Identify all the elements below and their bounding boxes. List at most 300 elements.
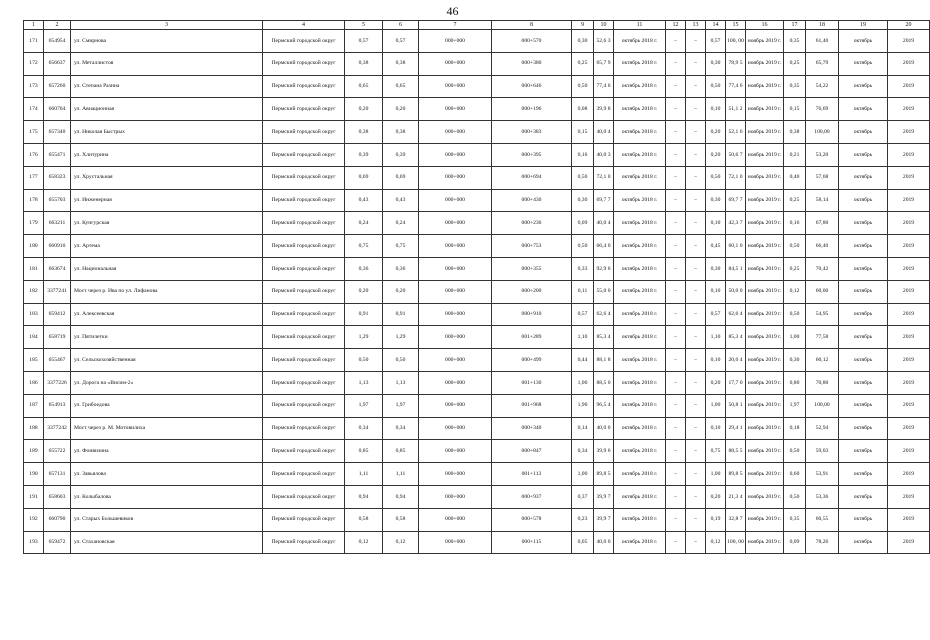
road-name-cell: ул. Смирнова <box>71 30 263 53</box>
table-cell: 61,40 <box>806 30 839 53</box>
table-cell: 654954 <box>44 30 71 53</box>
table-cell: октябрь 2018 г. <box>614 189 666 212</box>
table-cell: 69,7 7 <box>726 189 746 212</box>
table-cell: 66,4 0 <box>594 235 614 258</box>
table-cell: – <box>686 531 706 554</box>
road-name-cell: ул. Дорога на «Висим-2» <box>71 371 263 394</box>
table-cell: 0,21 <box>784 143 806 166</box>
district-cell: Пермский городской округ <box>263 371 345 394</box>
table-cell: октябрь <box>839 121 888 144</box>
column-number-cell: 12 <box>666 21 686 30</box>
table-cell: 2019 <box>888 212 930 235</box>
district-cell: Пермский городской округ <box>263 30 345 53</box>
table-cell: 001+113 <box>492 463 572 486</box>
table-cell: 3377241 <box>44 280 71 303</box>
table-row <box>24 280 930 303</box>
table-cell: 0,75 <box>706 440 726 463</box>
table-cell: 187 <box>24 394 44 417</box>
table-cell: ноябрь 2019 г. <box>746 52 784 75</box>
table-cell: – <box>686 280 706 303</box>
table-row <box>24 75 930 98</box>
table-cell: 0,39 <box>383 143 419 166</box>
table-cell: 1,00 <box>784 326 806 349</box>
table-cell: 0,30 <box>784 349 806 372</box>
table-cell: 0,50 <box>572 75 594 98</box>
table-cell: 0,40 <box>784 166 806 189</box>
table-cell: 180 <box>24 235 44 258</box>
table-cell: 2019 <box>888 235 930 258</box>
road-name-cell: ул. Стахановская <box>71 531 263 554</box>
table-cell: 0,16 <box>784 212 806 235</box>
table-cell: 2019 <box>888 463 930 486</box>
table-cell: ноябрь 2019 г. <box>746 280 784 303</box>
table-cell: 0,36 <box>383 257 419 280</box>
table-cell: – <box>666 280 686 303</box>
table-cell: 184 <box>24 326 44 349</box>
table-cell: ноябрь 2019 г. <box>746 508 784 531</box>
table-cell: 189 <box>24 440 44 463</box>
table-cell: октябрь <box>839 166 888 189</box>
table-cell: 2019 <box>888 417 930 440</box>
table-cell: – <box>666 75 686 98</box>
table-row <box>24 257 930 280</box>
table-cell: 000+000 <box>419 349 492 372</box>
table-cell: 3377226 <box>44 371 71 394</box>
road-name-cell: Мост через р. М. Мотовилиха <box>71 417 263 440</box>
table-row <box>24 417 930 440</box>
table-cell: октябрь 2018 г. <box>614 235 666 258</box>
table-cell: – <box>686 30 706 53</box>
table-cell: 0,85 <box>345 440 383 463</box>
table-cell: 76,69 <box>806 98 839 121</box>
table-cell: 52,6 3 <box>594 30 614 53</box>
table-cell: – <box>686 235 706 258</box>
table-cell: 0,08 <box>572 98 594 121</box>
table-cell: 0,85 <box>383 440 419 463</box>
table-cell: 60,1 0 <box>726 235 746 258</box>
table-cell: 183 <box>24 303 44 326</box>
table-cell: – <box>686 75 706 98</box>
table-cell: 0,25 <box>784 189 806 212</box>
column-number-cell: 11 <box>614 21 666 30</box>
table-cell: – <box>686 212 706 235</box>
table-cell: октябрь <box>839 508 888 531</box>
table-cell: 0,57 <box>383 30 419 53</box>
table-cell: 659472 <box>44 531 71 554</box>
table-cell: 000+383 <box>492 121 572 144</box>
district-cell: Пермский городской округ <box>263 143 345 166</box>
table-cell: 72,1 0 <box>594 166 614 189</box>
table-cell: – <box>666 531 686 554</box>
table-cell: 1,97 <box>345 394 383 417</box>
table-cell: октябрь 2018 г. <box>614 349 666 372</box>
table-cell: – <box>686 485 706 508</box>
road-name-cell: ул. Колыбалова <box>71 485 263 508</box>
table-cell: 52,94 <box>806 417 839 440</box>
table-cell: – <box>666 371 686 394</box>
table-cell: 000+910 <box>492 303 572 326</box>
table-cell: октябрь <box>839 52 888 75</box>
table-cell: 51,1 2 <box>726 98 746 121</box>
table-cell: 59,03 <box>806 440 839 463</box>
table-row <box>24 98 930 121</box>
table-cell: 001+289 <box>492 326 572 349</box>
table-cell: 0,25 <box>784 257 806 280</box>
road-name-cell: ул. Хлитурина <box>71 143 263 166</box>
table-cell: 0,09 <box>784 531 806 554</box>
table-cell: 0,23 <box>572 508 594 531</box>
table-cell: 0,35 <box>784 508 806 531</box>
table-cell: октябрь <box>839 371 888 394</box>
table-cell: октябрь <box>839 143 888 166</box>
table-cell: – <box>666 349 686 372</box>
table-cell: 3377242 <box>44 417 71 440</box>
table-cell: 0,16 <box>572 143 594 166</box>
table-cell: 60,00 <box>806 280 839 303</box>
table-cell: – <box>686 440 706 463</box>
table-cell: октябрь 2018 г. <box>614 52 666 75</box>
table-cell: ноябрь 2019 г. <box>746 463 784 486</box>
table-cell: 0,50 <box>784 440 806 463</box>
table-cell: – <box>686 121 706 144</box>
table-cell: 57,68 <box>806 166 839 189</box>
table-cell: – <box>666 52 686 75</box>
table-cell: – <box>686 326 706 349</box>
table-cell: октябрь <box>839 326 888 349</box>
table-cell: 0,50 <box>784 485 806 508</box>
table-cell: 78,26 <box>806 531 839 554</box>
column-number-cell: 19 <box>839 21 888 30</box>
table-cell: 2019 <box>888 394 930 417</box>
table-cell: 0,20 <box>706 121 726 144</box>
table-cell: 0,94 <box>383 485 419 508</box>
table-row <box>24 440 930 463</box>
column-number-cell: 16 <box>746 21 784 30</box>
column-number-cell: 2 <box>44 21 71 30</box>
table-cell: октябрь 2018 г. <box>614 75 666 98</box>
table-cell: – <box>666 508 686 531</box>
table-cell: 655467 <box>44 349 71 372</box>
table-cell: октябрь <box>839 531 888 554</box>
table-cell: октябрь 2018 г. <box>614 485 666 508</box>
district-cell: Пермский городской округ <box>263 75 345 98</box>
table-cell: 000+646 <box>492 75 572 98</box>
table-cell: 50,0 0 <box>726 280 746 303</box>
table-cell: 0,30 <box>706 257 726 280</box>
table-cell: октябрь <box>839 485 888 508</box>
table-cell: 1,00 <box>572 371 594 394</box>
table-cell: 177 <box>24 166 44 189</box>
table-cell: октябрь 2018 г. <box>614 280 666 303</box>
table-cell: 660790 <box>44 508 71 531</box>
table-cell: октябрь 2018 г. <box>614 394 666 417</box>
road-name-cell: ул. Старых Большевиков <box>71 508 263 531</box>
table-cell: – <box>666 303 686 326</box>
table-cell: – <box>666 257 686 280</box>
table-cell: 0,10 <box>706 417 726 440</box>
table-cell: 0,30 <box>706 52 726 75</box>
table-cell: 1,10 <box>572 326 594 349</box>
table-cell: 000+196 <box>492 98 572 121</box>
table-cell: 181 <box>24 257 44 280</box>
table-cell: 000+000 <box>419 303 492 326</box>
table-cell: ноябрь 2019 г. <box>746 349 784 372</box>
table-cell: 62,6 4 <box>594 303 614 326</box>
district-cell: Пермский городской округ <box>263 417 345 440</box>
table-cell: октябрь 2018 г. <box>614 143 666 166</box>
table-cell: 0,14 <box>572 417 594 440</box>
table-cell: 39,9 8 <box>594 98 614 121</box>
table-cell: 100, 00 <box>726 30 746 53</box>
table-cell: 0,57 <box>706 30 726 53</box>
table-cell: 78,9 5 <box>726 52 746 75</box>
table-cell: 1,90 <box>572 394 594 417</box>
table-cell: – <box>666 189 686 212</box>
table-cell: 2019 <box>888 189 930 212</box>
column-number-cell: 18 <box>806 21 839 30</box>
table-cell: 88,5 0 <box>594 371 614 394</box>
table-cell: 0,15 <box>784 98 806 121</box>
table-cell: – <box>666 485 686 508</box>
table-cell: 000+847 <box>492 440 572 463</box>
table-cell: 0,34 <box>345 417 383 440</box>
table-cell: 2019 <box>888 303 930 326</box>
table-cell: 0,80 <box>784 371 806 394</box>
table-cell: 77,4 6 <box>726 75 746 98</box>
table-cell: 000+200 <box>492 280 572 303</box>
table-cell: 000+570 <box>492 30 572 53</box>
table-cell: 654913 <box>44 394 71 417</box>
table-cell: октябрь 2018 г. <box>614 30 666 53</box>
table-cell: – <box>666 326 686 349</box>
table-cell: 89,8 5 <box>726 463 746 486</box>
table-cell: 1,29 <box>345 326 383 349</box>
column-number-cell: 5 <box>345 21 383 30</box>
district-cell: Пермский городской округ <box>263 463 345 486</box>
column-number-cell: 13 <box>686 21 706 30</box>
road-name-cell: ул. Фонвизина <box>71 440 263 463</box>
table-cell: 0,91 <box>345 303 383 326</box>
table-cell: октябрь <box>839 257 888 280</box>
district-cell: Пермский городской округ <box>263 235 345 258</box>
table-cell: октябрь 2018 г. <box>614 257 666 280</box>
column-number-cell: 7 <box>419 21 492 30</box>
table-cell: 0,20 <box>345 280 383 303</box>
table-cell: 0,65 <box>383 75 419 98</box>
table-cell: 0,12 <box>784 280 806 303</box>
table-cell: 2019 <box>888 440 930 463</box>
table-cell: – <box>686 52 706 75</box>
table-cell: 40,0 0 <box>594 531 614 554</box>
table-cell: ноябрь 2019 г. <box>746 98 784 121</box>
table-cell: 2019 <box>888 98 930 121</box>
table-cell: октябрь 2018 г. <box>614 440 666 463</box>
table-cell: 0,50 <box>706 166 726 189</box>
column-number-cell: 4 <box>263 21 345 30</box>
table-cell: 000+000 <box>419 531 492 554</box>
table-cell: октябрь 2018 г. <box>614 303 666 326</box>
table-cell: 000+000 <box>419 280 492 303</box>
table-cell: – <box>666 166 686 189</box>
table-cell: 39,9 7 <box>594 485 614 508</box>
table-cell: 190 <box>24 463 44 486</box>
table-cell: – <box>666 463 686 486</box>
table-cell: 179 <box>24 212 44 235</box>
table-cell: 663674 <box>44 257 71 280</box>
table-row <box>24 30 930 53</box>
table-cell: 55,0 0 <box>594 280 614 303</box>
road-name-cell: ул. Кунгурская <box>71 212 263 235</box>
table-cell: – <box>666 143 686 166</box>
column-number-cell: 15 <box>726 21 746 30</box>
table-cell: 000+340 <box>492 417 572 440</box>
table-cell: 88,1 8 <box>594 349 614 372</box>
table-cell: ноябрь 2019 г. <box>746 30 784 53</box>
district-cell: Пермский городской округ <box>263 440 345 463</box>
table-cell: октябрь 2018 г. <box>614 463 666 486</box>
table-cell: 92,9 6 <box>594 257 614 280</box>
table-cell: 657340 <box>44 121 71 144</box>
table-row <box>24 143 930 166</box>
table-cell: 0,44 <box>572 349 594 372</box>
table-cell: 0,38 <box>784 121 806 144</box>
table-cell: 0,39 <box>345 143 383 166</box>
table-cell: ноябрь 2019 г. <box>746 394 784 417</box>
table-cell: октябрь <box>839 463 888 486</box>
table-cell: 2019 <box>888 326 930 349</box>
table-cell: 39,9 6 <box>594 440 614 463</box>
table-cell: 0,50 <box>572 235 594 258</box>
table-cell: 1,00 <box>572 463 594 486</box>
table-cell: 53,20 <box>806 143 839 166</box>
table-cell: – <box>666 394 686 417</box>
table-cell: 0,19 <box>706 508 726 531</box>
table-cell: 000+000 <box>419 75 492 98</box>
table-cell: 77,4 6 <box>594 75 614 98</box>
table-cell: ноябрь 2019 г. <box>746 121 784 144</box>
table-cell: 0,57 <box>572 303 594 326</box>
table-cell: 0,20 <box>706 485 726 508</box>
table-row <box>24 52 930 75</box>
table-cell: 2019 <box>888 143 930 166</box>
table-cell: 0,75 <box>345 235 383 258</box>
district-cell: Пермский городской округ <box>263 166 345 189</box>
table-row <box>24 189 930 212</box>
table-cell: 0,69 <box>345 166 383 189</box>
table-cell: 000+937 <box>492 485 572 508</box>
table-cell: – <box>666 30 686 53</box>
table-cell: октябрь <box>839 75 888 98</box>
table-cell: 0,05 <box>572 531 594 554</box>
table-cell: 29,4 1 <box>726 417 746 440</box>
table-cell: – <box>686 371 706 394</box>
table-cell: 1,11 <box>383 463 419 486</box>
road-name-cell: ул. Алексеевская <box>71 303 263 326</box>
district-cell: Пермский городской округ <box>263 52 345 75</box>
table-cell: октябрь 2018 г. <box>614 508 666 531</box>
table-cell: 60,12 <box>806 349 839 372</box>
table-cell: 658323 <box>44 166 71 189</box>
table-cell: ноябрь 2019 г. <box>746 235 784 258</box>
table-cell: 0,15 <box>572 121 594 144</box>
table-row <box>24 394 930 417</box>
table-cell: 000+000 <box>419 98 492 121</box>
table-cell: 658719 <box>44 326 71 349</box>
table-cell: 0,12 <box>706 531 726 554</box>
table-cell: 182 <box>24 280 44 303</box>
table-cell: 000+499 <box>492 349 572 372</box>
table-cell: 2019 <box>888 257 930 280</box>
road-name-cell: ул. Сельскохозяйственная <box>71 349 263 372</box>
table-cell: октябрь 2018 г. <box>614 212 666 235</box>
district-cell: Пермский городской округ <box>263 303 345 326</box>
table-cell: 0,50 <box>572 166 594 189</box>
table-cell: 0,91 <box>383 303 419 326</box>
table-cell: 0,43 <box>383 189 419 212</box>
table-cell: – <box>686 463 706 486</box>
table-cell: 0,57 <box>706 303 726 326</box>
table-cell: 0,34 <box>383 417 419 440</box>
table-cell: 000+000 <box>419 326 492 349</box>
table-cell: 192 <box>24 508 44 531</box>
table-cell: 655471 <box>44 143 71 166</box>
table-cell: октябрь <box>839 30 888 53</box>
table-cell: 1,10 <box>706 326 726 349</box>
column-number-cell: 20 <box>888 21 930 30</box>
table-cell: 100,00 <box>806 394 839 417</box>
table-row <box>24 326 930 349</box>
table-cell: – <box>666 121 686 144</box>
table-cell: 42,3 7 <box>726 212 746 235</box>
table-cell: 0,12 <box>383 531 419 554</box>
table-cell: 58,14 <box>806 189 839 212</box>
table-cell: 84,5 1 <box>726 257 746 280</box>
table-cell: октябрь 2018 г. <box>614 326 666 349</box>
table-cell: 000+000 <box>419 121 492 144</box>
district-cell: Пермский городской округ <box>263 349 345 372</box>
table-cell: 0,10 <box>706 212 726 235</box>
table-cell: октябрь <box>839 394 888 417</box>
road-name-cell: ул. Артема <box>71 235 263 258</box>
table-cell: 0,75 <box>383 235 419 258</box>
table-cell: 660910 <box>44 235 71 258</box>
road-name-cell: ул. Пятилетки <box>71 326 263 349</box>
table-cell: 0,18 <box>784 417 806 440</box>
table-cell: 1,13 <box>383 371 419 394</box>
table-cell: 000+000 <box>419 189 492 212</box>
table-cell: 659412 <box>44 303 71 326</box>
table-cell: 0,20 <box>345 98 383 121</box>
table-cell: октябрь 2018 г. <box>614 531 666 554</box>
table-cell: 000+000 <box>419 143 492 166</box>
table-cell: 0,10 <box>706 280 726 303</box>
table-cell: 0,20 <box>706 371 726 394</box>
table-cell: 0,45 <box>706 235 726 258</box>
table-cell: 001+130 <box>492 371 572 394</box>
table-cell: 000+000 <box>419 371 492 394</box>
table-cell: ноябрь 2019 г. <box>746 326 784 349</box>
table-cell: 000+000 <box>419 508 492 531</box>
table-cell: – <box>666 98 686 121</box>
table-cell: 32,8 7 <box>726 508 746 531</box>
table-cell: 72,1 0 <box>726 166 746 189</box>
table-cell: 1,29 <box>383 326 419 349</box>
table-cell: – <box>686 349 706 372</box>
district-cell: Пермский городской округ <box>263 257 345 280</box>
table-cell: 658603 <box>44 485 71 508</box>
table-cell: 0,38 <box>345 121 383 144</box>
table-cell: 0,57 <box>345 30 383 53</box>
